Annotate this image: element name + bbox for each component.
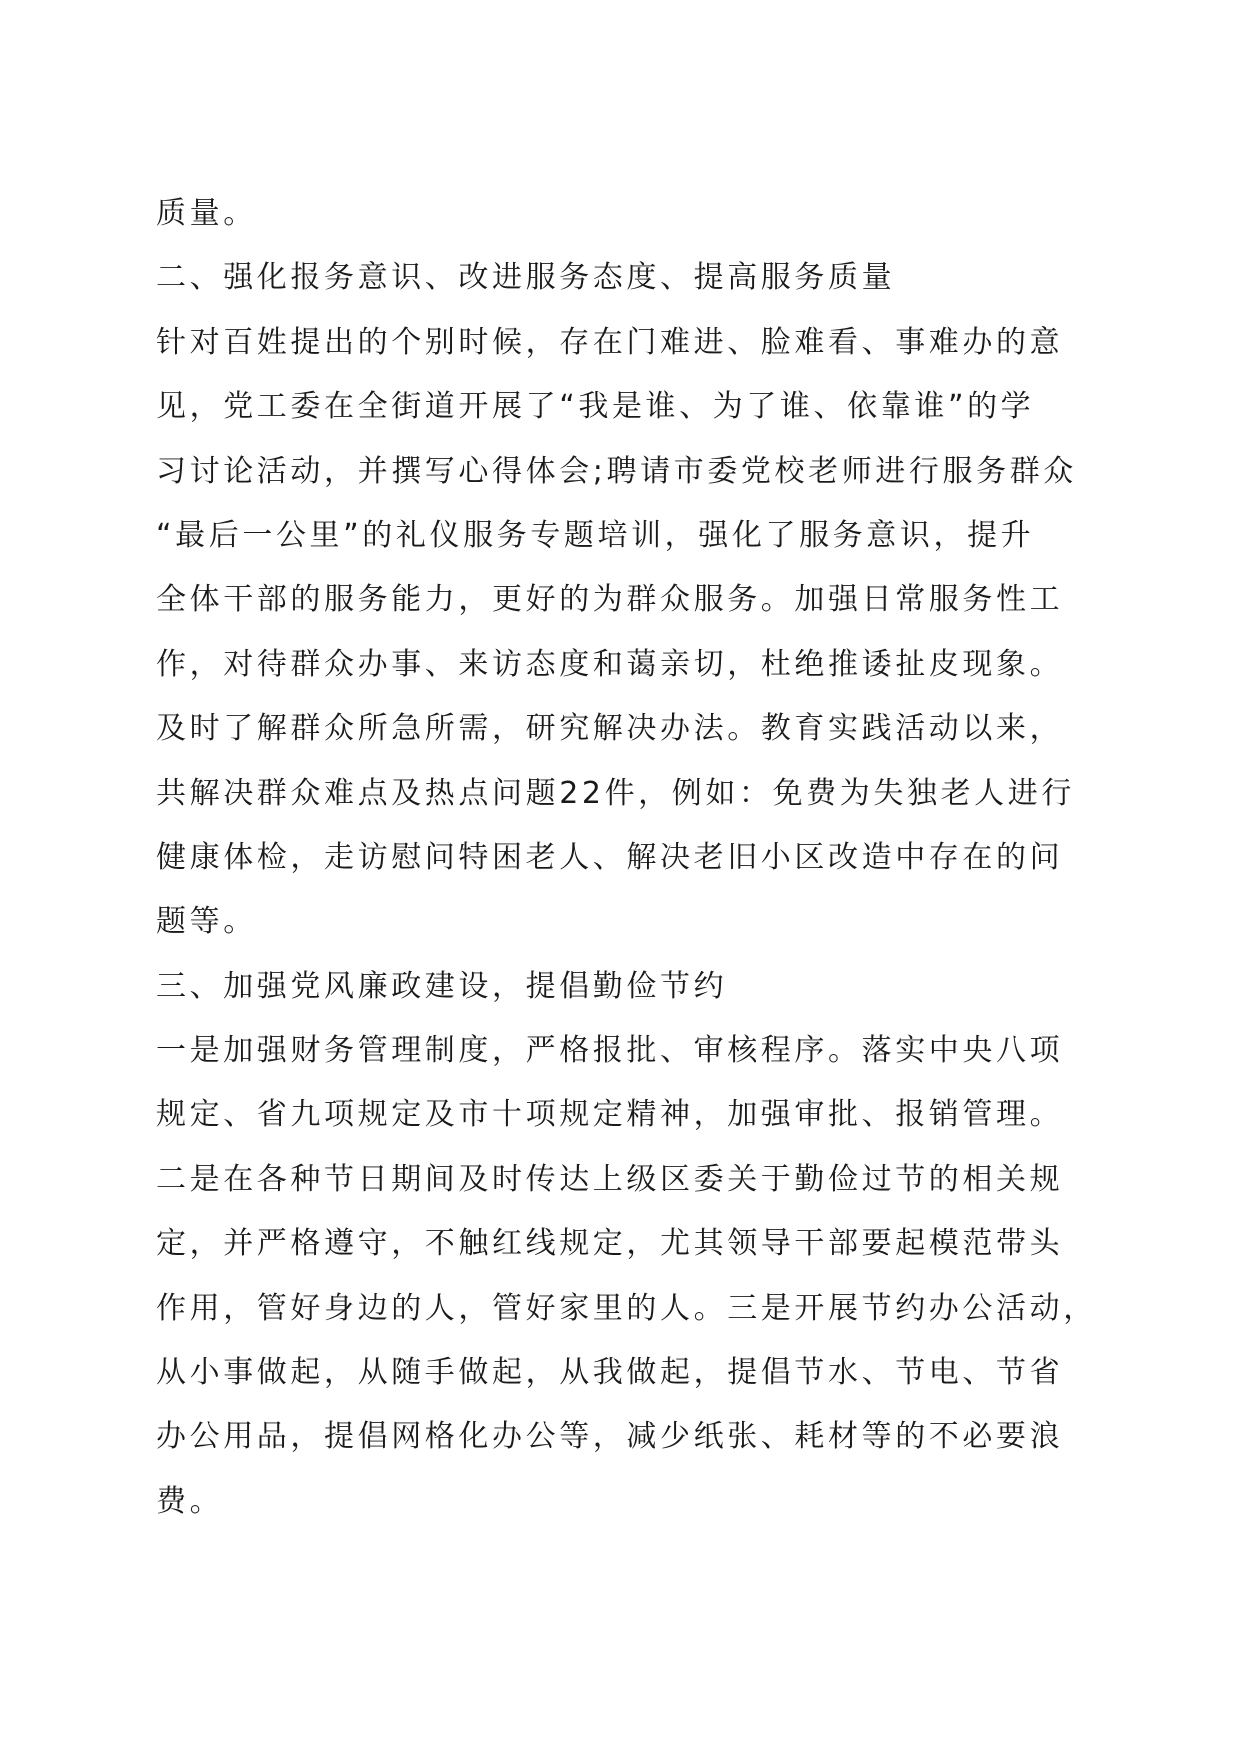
body-text-line: 二是在各种节日期间及时传达上级区委关于勤俭过节的相关规 <box>156 1161 1064 1197</box>
body-text-line: 费。 <box>156 1483 224 1519</box>
body-text-line: 办公用品，提倡网格化办公等，减少纸张、耗材等的不必要浪 <box>156 1419 1064 1455</box>
body-text-line: 习讨论活动，并撰写心得体会;聘请市委党校老师进行服务群众 <box>156 453 1077 489</box>
body-text-line: 从小事做起，从随手做起，从我做起，提倡节水、节电、节省 <box>156 1355 1064 1391</box>
section-heading-2: 二、强化报务意识、改进服务态度、提高服务质量 <box>156 260 896 296</box>
section-heading-3: 三、加强党风廉政建设，提倡勤俭节约 <box>156 968 728 1004</box>
body-text-line: 健康体检，走访慰问特困老人、解决老旧小区改造中存在的问 <box>156 839 1064 875</box>
body-text-line: “最后一公里”的礼仪服务专题培训，强化了服务意识，提升 <box>156 517 1035 553</box>
body-text-line: 针对百姓提出的个别时候，存在门难进、脸难看、事难办的意 <box>156 324 1064 360</box>
body-text-line: 作，对待群众办事、来访态度和蔼亲切，杜绝推诿扯皮现象。 <box>156 646 1064 682</box>
body-text-line: 共解决群众难点及热点问题22件，例如：免费为失独老人进行 <box>156 775 1075 811</box>
document-body <box>156 182 1097 1534</box>
body-text-line: 规定、省九项规定及市十项规定精神，加强审批、报销管理。 <box>156 1097 1064 1133</box>
body-text-line: 及时了解群众所急所需，研究解决办法。教育实践活动以来， <box>156 711 1064 747</box>
body-text-line: 一是加强财务管理制度，严格报批、审核程序。落实中央八项 <box>156 1033 1064 1069</box>
body-text-line: 定，并严格遵守，不触红线规定，尤其领导干部要起模范带头 <box>156 1226 1064 1262</box>
body-text-line: 见，党工委在全街道开展了“我是谁、为了谁、依靠谁”的学 <box>156 389 1035 425</box>
body-text-line: 全体干部的服务能力，更好的为群众服务。加强日常服务性工 <box>156 582 1064 618</box>
body-text-line: 作用，管好身边的人，管好家里的人。三是开展节约办公活动， <box>156 1290 1097 1326</box>
body-text-line: 题等。 <box>156 904 257 940</box>
text-line-continuation: 质量。 <box>156 196 257 231</box>
